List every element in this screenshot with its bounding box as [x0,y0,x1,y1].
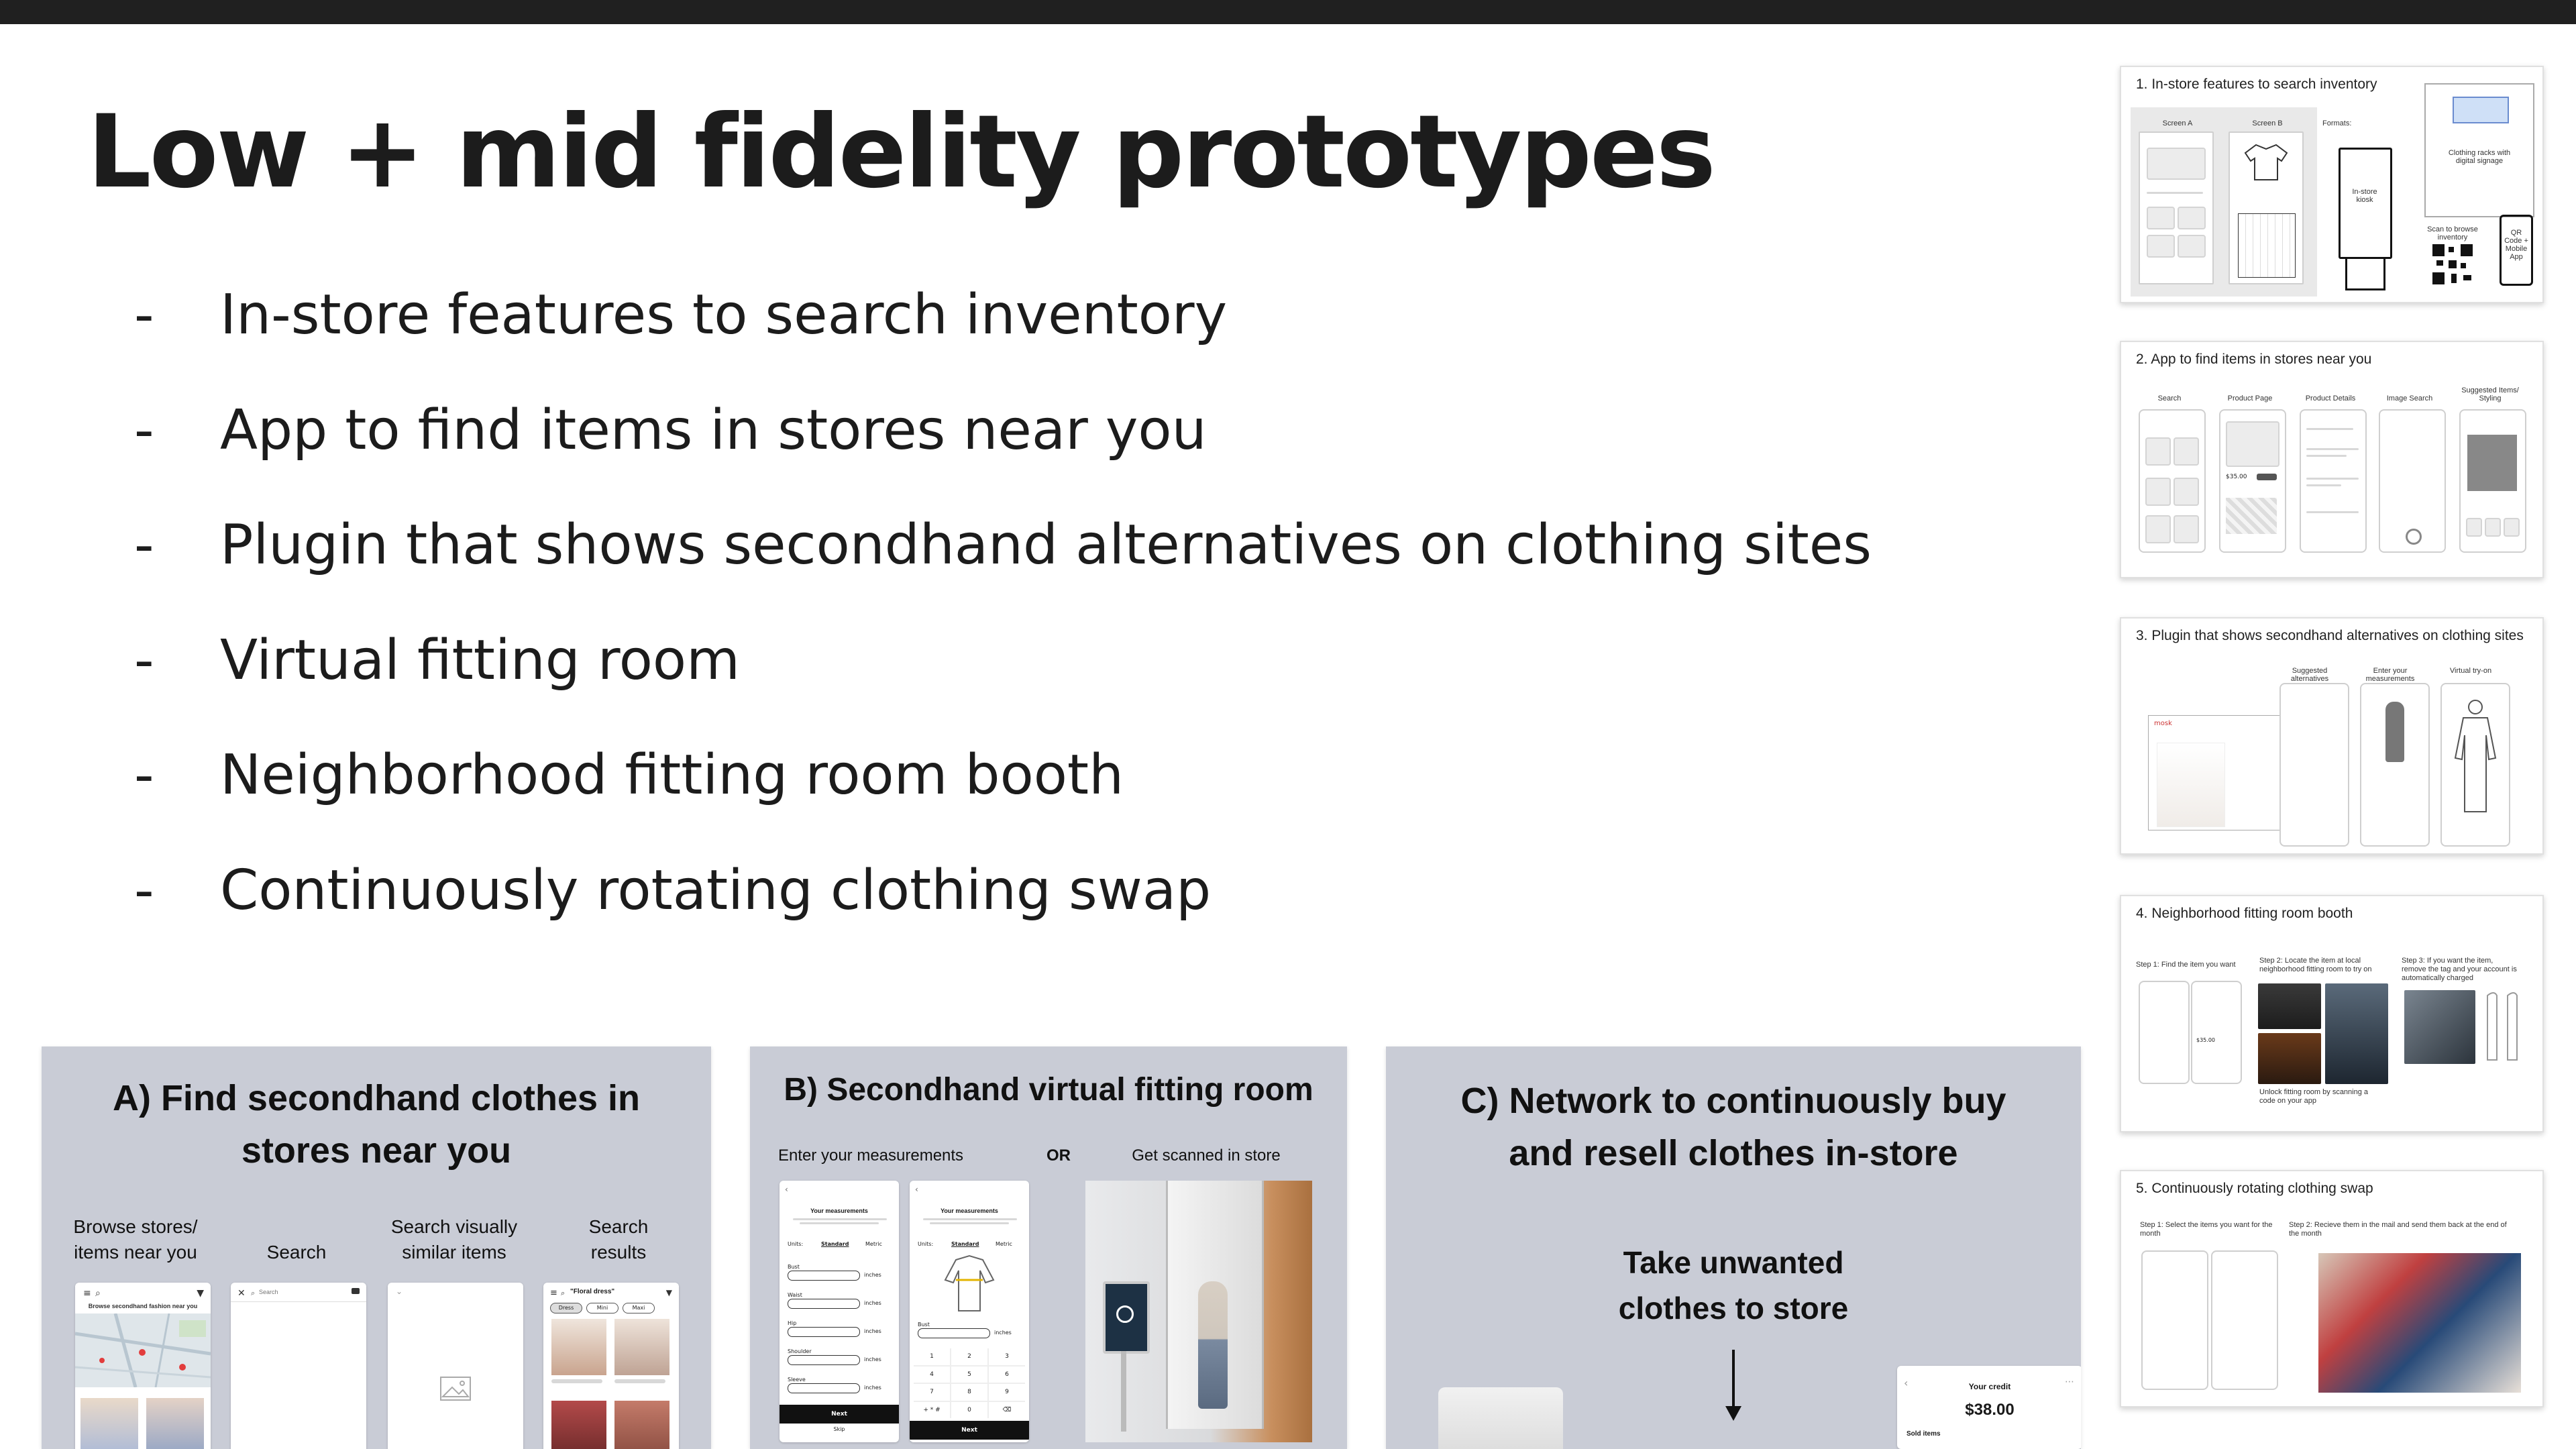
floor-plan [2238,213,2296,278]
body-scanner-photo [1085,1181,1312,1442]
map-roads [75,1313,211,1387]
unlock-label: Unlock fitting room by scanning a code on your app [2259,1088,2369,1105]
text-line [2306,428,2353,430]
result-photo[interactable] [614,1401,669,1449]
phone1-header: Browse secondhand fashion near you [88,1303,198,1309]
waist-field[interactable] [788,1299,860,1309]
mini-screen-product [2191,981,2242,1084]
description-line [793,1218,887,1220]
screen-title: Your measurements [941,1208,998,1214]
panel-find-clothes [42,1046,711,1449]
sleeve-field[interactable] [788,1383,860,1393]
filter-icon[interactable]: ▼ [197,1288,204,1299]
price-label: $35.00 [2226,474,2247,480]
bullet-dash: - [134,628,154,692]
label-or: OR [1046,1146,1071,1165]
col-label-visual [384,1214,525,1265]
mini-screen-product [2219,409,2286,553]
search-icon[interactable]: ⌕ [95,1288,101,1299]
key[interactable]: + * # [914,1402,950,1419]
text-line [2306,511,2359,513]
add-button[interactable] [2257,474,2277,480]
thumbnail-caption: 5. Continuously rotating clothing swap [2136,1181,2373,1196]
image-placeholder-icon [440,1377,471,1401]
description-line [923,1218,1017,1220]
phone-visual-search [388,1283,523,1449]
thumbnail-caption: 2. App to find items in stores near you [2136,352,2372,367]
text-line [2147,192,2203,194]
thumbnail-caption: 1. In-store features to search inventory [2136,76,2377,92]
bullet-text: In-store features to search inventory [220,283,1228,347]
back-icon[interactable]: ‹ [915,1185,918,1194]
close-icon[interactable]: ✕ [237,1288,246,1299]
unit-suffix: inches [994,1330,1012,1336]
image-placeholder [2178,207,2206,229]
field-label: Sleeve [788,1377,806,1383]
phone-credit [1897,1366,2081,1449]
mini-screen-tryon [2440,683,2510,847]
mini-screen-a [2139,131,2214,284]
sold-items-label: Sold items [1907,1430,1941,1438]
bullet-dash: - [134,858,154,922]
kiosk-drawing [2339,148,2391,288]
image-placeholder [2147,235,2175,258]
image-placeholder [2145,437,2171,466]
text-line [2306,448,2359,450]
image-placeholder [2178,235,2206,258]
camera-icon[interactable] [352,1288,360,1294]
result-caption [614,1379,665,1383]
thumbnail-find-items-app[interactable] [2120,341,2544,578]
screen-label: Search [2157,394,2182,402]
result-caption [551,1379,602,1383]
panel-a-title [42,1072,711,1177]
col-label-line1: Search visually [390,1216,518,1237]
image-placeholder [2466,518,2482,537]
image-placeholder [2174,478,2199,506]
key[interactable]: 5 [951,1366,987,1383]
thumbnail-plugin-alternatives[interactable] [2120,617,2544,855]
security-gate-icon [2483,990,2524,1064]
phone-measurements [780,1181,899,1442]
mini-screen-search [2139,409,2206,553]
thumbnail-in-store-search[interactable] [2120,66,2544,303]
phone-measurements-keypad [910,1181,1029,1442]
panel-c-title-line1: C) Network to continuously buy [1460,1081,2006,1121]
image-placeholder [2485,518,2501,537]
step-label: Step 1: Select the items you want for the month [2140,1221,2273,1238]
suggested-image [2467,435,2517,491]
col-label-line1: Search [588,1216,649,1237]
credit-value: $38.00 [1965,1401,2015,1419]
credit-label: Your credit [1968,1382,2011,1391]
screen-label: Suggested alternatives [2290,667,2329,683]
step-label: Step 3: If you want the item, remove the tag and your account is automatically charged [2402,957,2517,982]
text-line [2306,455,2347,457]
chevron-down-icon[interactable]: ⌄ [396,1287,403,1296]
col-label-line2: results [590,1242,647,1263]
unit-suffix: inches [864,1356,881,1362]
skip-link[interactable]: Skip [833,1426,845,1432]
bust-field[interactable] [788,1271,860,1281]
unit-metric[interactable]: Metric [865,1241,882,1247]
col-label-results [551,1214,686,1265]
step-label: Step 2: Locate the item at local neighborhood fitting room to try on [2259,957,2372,973]
camera-shutter-icon[interactable] [2406,529,2422,545]
mini-screen-select [2141,1250,2208,1390]
next-button[interactable]: Next [780,1405,899,1424]
unit-suffix: inches [864,1300,881,1306]
result-photo[interactable] [551,1401,606,1449]
key[interactable]: 2 [951,1348,987,1365]
racks-label: Clothing racks with digital signage [2448,149,2511,165]
take-clothes-line2: clothes to store [1618,1291,1849,1326]
field-label: Shoulder [788,1348,812,1354]
hip-field[interactable] [788,1327,860,1337]
clothing-site-window [2148,715,2297,830]
booth-photo [2325,983,2388,1084]
body-figure-icon [2385,702,2404,762]
mini-screen-styling [2459,409,2526,553]
screen-label: Image Search [2386,394,2433,402]
screen-label: Virtual try-on [2449,667,2492,675]
qr-mobile-label: QR Code + Mobile App [2504,229,2528,261]
unit-suffix: inches [864,1272,881,1278]
field-label: Waist [788,1292,802,1298]
description-line [930,1222,1009,1224]
map-view[interactable] [75,1313,211,1387]
item-photo[interactable] [80,1398,138,1449]
field-label: Bust [788,1264,800,1270]
mini-screen-image-search [2379,409,2446,553]
chip-maxi[interactable]: Maxi [623,1303,655,1313]
panel-c-title-line2: and resell clothes in-store [1509,1133,1958,1173]
search-divider [231,1301,366,1302]
filter-icon[interactable]: ▼ [665,1288,672,1297]
field-label: Bust [918,1322,930,1328]
bullet-dash: - [134,398,154,462]
map-pin-icon [139,1349,146,1356]
thumbnail-fitting-booth[interactable] [2120,895,2544,1132]
image-placeholder [2145,515,2171,543]
search-icon: ⌕ [251,1289,256,1297]
booth-photo [2258,983,2321,1029]
key[interactable]: ⌫ [989,1402,1025,1419]
image-placeholder [2145,478,2171,506]
mini-screen-find [2139,981,2190,1084]
kiosk-stand [2345,258,2385,290]
col-label-line2: similar items [402,1242,506,1263]
bullet-text: Plugin that shows secondhand alternatives on clothing sites [220,513,1872,577]
mini-screen-detail [2211,1250,2278,1390]
menu-icon[interactable]: ≡ [550,1288,557,1298]
key[interactable]: 9 [989,1384,1025,1401]
units-label: Units: [918,1241,934,1247]
mailbox-photo [2318,1253,2521,1393]
rack-drawing [2424,83,2534,217]
tshirt-icon [2243,142,2290,182]
screen-b-label: Screen B [2252,119,2283,127]
field-label: Hip [788,1320,797,1326]
qr-code-icon [2431,243,2474,286]
label-enter-measurements: Enter your measurements [777,1146,964,1165]
step-label: Step 1: Find the item you want [2136,961,2236,969]
panel-a-title-line1: A) Find secondhand clothes in [112,1078,641,1118]
screen-label: Product Details [2305,394,2356,402]
take-clothes-label [1386,1240,2081,1331]
panel-b-title: B) Secondhand virtual fitting room [784,1072,1313,1108]
person-figure [1198,1281,1228,1409]
key[interactable]: 6 [989,1366,1025,1383]
formats-label: Formats: [2322,119,2352,127]
next-button[interactable]: Next [910,1421,1029,1440]
unit-suffix: inches [864,1328,881,1334]
shirt-outline-icon [2449,698,2502,818]
down-arrow-icon [1723,1350,1743,1424]
result-photo[interactable] [551,1319,606,1375]
thumbnail-caption: 4. Neighborhood fitting room booth [2136,906,2353,921]
bullet-text: Neighborhood fitting room booth [220,743,1124,807]
site-logo: mosk [2154,720,2172,727]
bullet-dash: - [134,513,154,577]
chip-dress[interactable]: Dress [550,1303,582,1313]
panel-a-title-line2: stores near you [241,1130,512,1171]
bullet-text: Continuously rotating clothing swap [220,858,1212,922]
step-label: Step 2: Recieve them in the mail and send them back at the end of the month [2289,1221,2507,1238]
unit-standard[interactable]: Standard [821,1241,849,1247]
bullet-dash: - [134,283,154,347]
thumbnail-caption: 3. Plugin that shows secondhand alternatives on clothing sites [2136,628,2524,643]
image-placeholder [2147,207,2175,229]
body-outline-icon [936,1253,1003,1313]
folded-clothes-photo [1438,1387,1563,1449]
mini-screen-b [2229,131,2304,284]
screen-label: Product Page [2227,394,2273,402]
col-label-browse [68,1214,203,1265]
menu-icon[interactable]: ⋯ [2065,1377,2074,1387]
key[interactable]: 8 [951,1384,987,1401]
search-input[interactable] [259,1287,339,1297]
phone-search [231,1283,366,1449]
thumbnail-clothing-swap[interactable] [2120,1170,2544,1407]
screen-a-label: Screen A [2162,119,2193,127]
panel-buy-resell [1386,1046,2081,1449]
chip-mini[interactable]: Mini [586,1303,619,1313]
result-photo[interactable] [614,1319,669,1375]
kiosk-stand [1121,1351,1126,1432]
col-label-line2: items near you [74,1242,197,1263]
screen-label: Enter your measurements [2365,667,2415,683]
phone-search-results [543,1283,679,1449]
panel-c-title [1386,1075,2081,1179]
item-photo[interactable] [146,1398,204,1449]
key[interactable]: 0 [951,1402,987,1419]
panel-virtual-fitting [750,1046,1347,1449]
text-line [2306,478,2359,480]
kiosk-label: In-store kiosk [2352,188,2377,204]
results-query[interactable]: "Floral dress" [570,1288,615,1295]
back-icon[interactable]: ‹ [785,1185,788,1194]
slide-title: Low + mid fidelity prototypes [87,94,1714,211]
key[interactable]: 1 [914,1348,950,1365]
units-label: Units: [788,1241,804,1247]
qr-label: Scan to browse inventory [2427,225,2478,241]
top-bar [0,0,2576,24]
bullet-text: Virtual fitting room [220,628,740,692]
unit-metric[interactable]: Metric [996,1241,1012,1247]
image-placeholder [2504,518,2520,537]
key[interactable]: 7 [914,1384,950,1401]
col-label-line2: Search [266,1242,327,1263]
mobile-phone-drawing [2500,215,2533,286]
menu-icon[interactable]: ≡ [83,1288,91,1299]
take-clothes-line1: Take unwanted [1623,1245,1844,1280]
label-get-scanned: Get scanned in store [1132,1146,1281,1165]
description-line [800,1222,879,1224]
signage-display [2453,97,2509,123]
model-photo [2157,743,2225,827]
mini-screen-suggested [2279,683,2349,847]
price-label: $35.00 [2196,1037,2215,1043]
kiosk-logo-icon [1116,1305,1134,1323]
screen-title: Your measurements [810,1208,868,1214]
image-placeholder [2174,437,2199,466]
map-pin-icon [99,1358,105,1363]
image-placeholder [2174,515,2199,543]
bullet-text: App to find items in stores near you [220,398,1207,462]
col-label-line1: Browse stores/ [73,1216,198,1237]
shoulder-field[interactable] [788,1355,860,1365]
image-placeholder [2147,148,2206,180]
map-preview [2226,498,2277,534]
mini-screen-measure [2360,683,2430,847]
mini-screen-details [2300,409,2367,553]
col-label-search [229,1214,364,1265]
phone-browse-map [75,1283,211,1449]
text-line [2306,484,2341,486]
tag-removal-photo [2404,990,2475,1064]
bust-field[interactable] [918,1328,990,1338]
image-placeholder [2226,421,2279,467]
bullet-dash: - [134,743,154,807]
map-pin-icon [179,1364,186,1371]
key[interactable]: 3 [989,1348,1025,1365]
search-icon: ⌕ [561,1289,566,1297]
unit-suffix: inches [864,1385,881,1391]
unit-standard[interactable]: Standard [951,1241,979,1247]
numeric-keypad [914,1348,1025,1418]
back-icon[interactable]: ‹ [1904,1377,1909,1389]
key[interactable]: 4 [914,1366,950,1383]
screen-label: Suggested Items/ Styling [2461,386,2519,402]
booth-photo [2258,1033,2321,1084]
